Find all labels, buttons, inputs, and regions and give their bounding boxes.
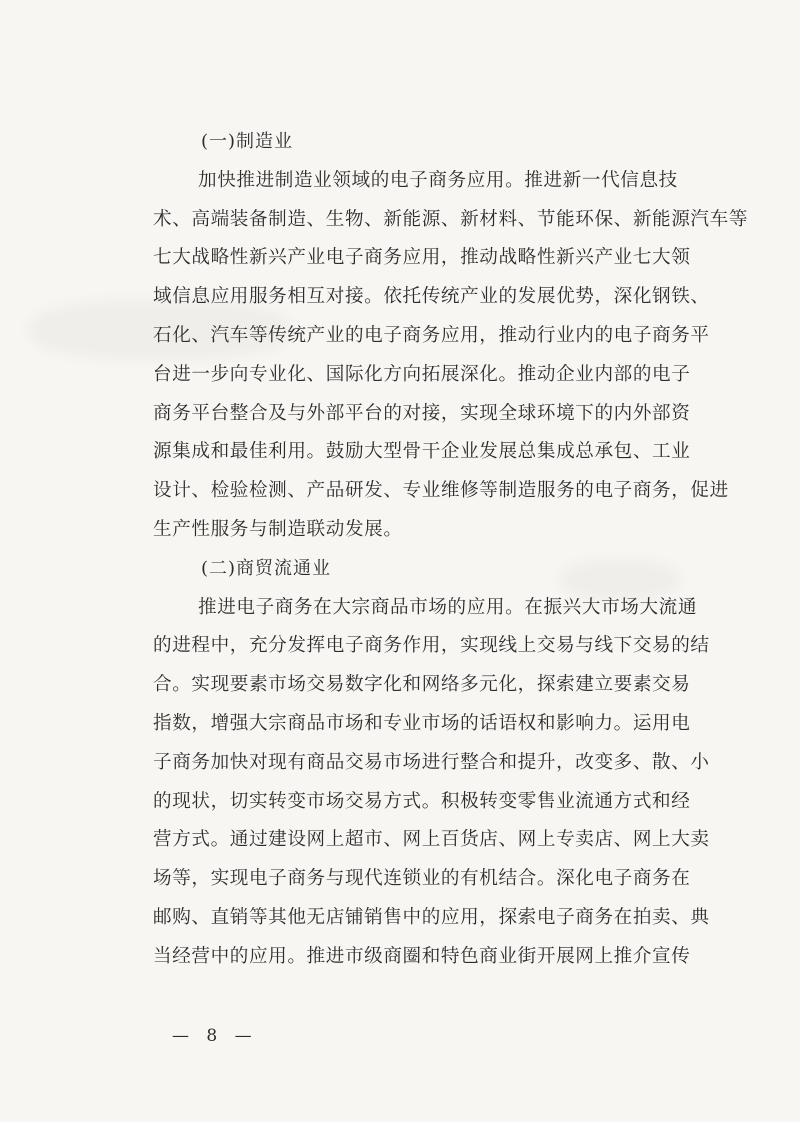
paragraph-commerce — [153, 598, 753, 967]
text-line: 域信息应用服务相互对接。依托传统产业的发展优势，深化钢铁、 — [153, 286, 710, 308]
text-line: 商务平台整合及与外部平台的对接，实现全球环境下的内外部资 — [153, 402, 691, 424]
text-line: 推进电子商务在大宗商品市场的应用。在振兴大市场大流通 — [198, 596, 698, 618]
section-heading-commerce: (二)商贸流通业 — [201, 557, 332, 579]
text-line: 生产性服务与制造联动发展。 — [153, 518, 403, 540]
text-line: 合。实现要素市场交易数字化和网络多元化，探索建立要素交易 — [153, 674, 691, 696]
text-line: 的现状，切实转变市场交易方式。积极转变零售业流通方式和经 — [153, 790, 691, 812]
text-line: 当经营中的应用。推进市级商圈和特色商业街开展网上推介宣传 — [153, 945, 691, 967]
text-line: 营方式。通过建设网上超市、网上百货店、网上专卖店、网上大卖 — [153, 829, 710, 851]
text-line: 加快推进制造业领域的电子商务应用。推进新一代信息技 — [198, 169, 678, 191]
page-number: — 8 — — [172, 1026, 258, 1046]
body-text — [153, 132, 753, 967]
text-line: 术、高端装备制造、生物、新能源、新材料、节能环保、新能源汽车等 — [153, 208, 749, 230]
text-line: 指数，增强大宗商品市场和专业市场的话语权和影响力。运用电 — [153, 712, 691, 734]
text-line: 源集成和最佳利用。鼓励大型骨干企业发展总集成总承包、工业 — [153, 441, 691, 463]
text-line: 台进一步向专业化、国际化方向拓展深化。推动企业内部的电子 — [153, 363, 691, 385]
section-heading-manufacturing: (一)制造业 — [201, 131, 294, 152]
text-line: 场等，实现电子商务与现代连锁业的有机结合。深化电子商务在 — [153, 868, 691, 890]
text-line: 子商务加快对现有商品交易市场进行整合和提升，改变多、散、小 — [153, 751, 710, 773]
text-line: 邮购、直销等其他无店铺销售中的应用，探索电子商务在拍卖、典 — [153, 906, 710, 928]
paragraph-manufacturing — [153, 171, 753, 540]
text-line: 的进程中，充分发挥电子商务作用，实现线上交易与线下交易的结 — [153, 635, 710, 657]
text-line: 石化、汽车等传统产业的电子商务应用，推动行业内的电子商务平 — [153, 324, 710, 346]
text-line: 七大战略性新兴产业电子商务应用，推动战略性新兴产业七大领 — [153, 247, 691, 269]
text-line: 设计、检验检测、产品研发、专业维修等制造服务的电子商务，促进 — [153, 480, 729, 502]
